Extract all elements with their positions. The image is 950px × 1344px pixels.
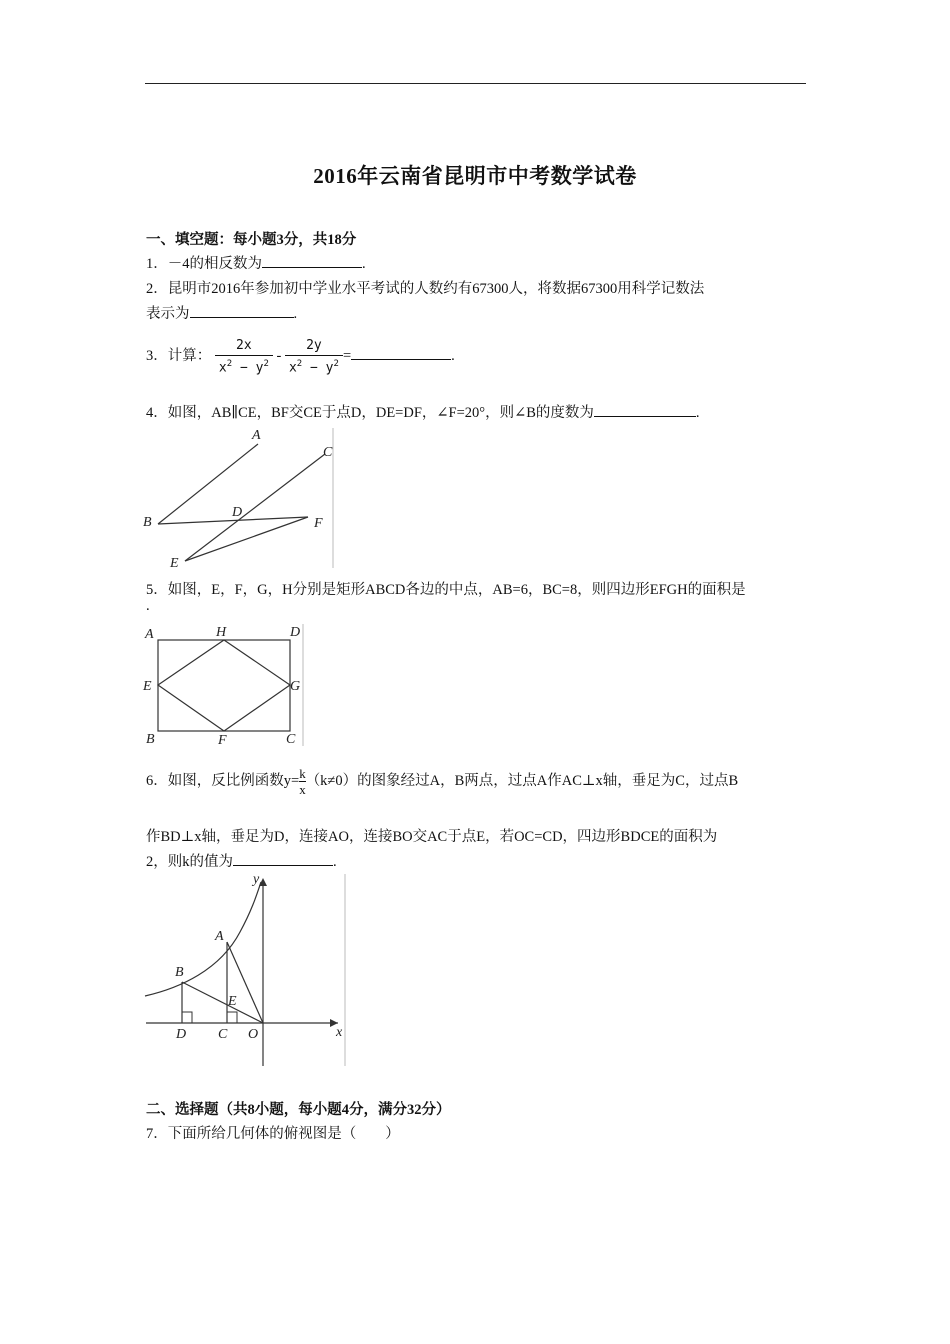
answer-blank (190, 302, 294, 318)
figure-q6-inverse-function (140, 870, 350, 1070)
fraction-1-denominator: $x^2 - y^2$ (215, 355, 273, 375)
figure-q5-rectangle (140, 620, 310, 750)
question-2-line-2 (146, 302, 297, 323)
label-A: A (252, 428, 261, 443)
section-2-heading: 二、选择题（共8小题，每小题4分，满分32分） (146, 1102, 451, 1118)
question-6-suffix: （k≠0）的图象经过A，B两点，过点A作AC⊥x轴，垂足为C，过点B (305, 772, 739, 789)
answer-blank (351, 344, 451, 360)
question-4 (146, 401, 700, 422)
question-5: 5．如图，E，F，G，H分别是矩形ABCD各边的中点，AB=6，BC=8，则四边形EFGH的面积是 (146, 582, 746, 598)
label-B: B (175, 965, 184, 980)
fraction-2-denominator: $x^2 - y^2$ (285, 355, 343, 375)
question-3 (146, 338, 455, 375)
label-F: F (218, 733, 227, 748)
question-6-text: 2，则k的值为 (146, 854, 233, 870)
answer-blank (233, 850, 333, 866)
header-rule (145, 83, 806, 84)
question-7: 7．下面所给几何体的俯视图是（ ） (146, 1126, 400, 1142)
label-x: x (336, 1025, 343, 1040)
fraction-2 (285, 338, 343, 375)
answer-blank (594, 401, 696, 417)
fraction-1-numerator: 2x (236, 338, 252, 353)
label-C: C (323, 445, 333, 460)
question-6-line-1 (146, 766, 738, 797)
question-4-text: 4．如图，AB∥CE，BF交CE于点D，DE=DF，∠F=20°，则∠B的度数为 (146, 405, 594, 421)
question-2-line-1: 2．昆明市2016年参加初中学业水平考试的人数约有67300人，将数据67300用科学记数法 (146, 281, 705, 297)
label-y: y (253, 872, 260, 887)
question-1-end: . (362, 256, 366, 272)
question-4-end: . (695, 405, 700, 421)
label-C: C (286, 732, 296, 747)
question-3-prefix: 3．计算： (146, 348, 212, 364)
fraction-numerator: k (299, 766, 306, 781)
minus-sign: - (276, 348, 282, 364)
label-E: E (143, 679, 152, 694)
question-5-end: . (146, 598, 150, 614)
question-2-text: 表示为 (146, 306, 190, 322)
answer-blank (262, 252, 362, 268)
page-title: 2016年云南省昆明市中考数学试卷 (313, 164, 637, 188)
label-E: E (170, 556, 179, 570)
label-D: D (290, 625, 301, 640)
label-G: G (290, 679, 301, 694)
question-6-line-2: 作BD⊥x轴，垂足为D，连接AO，连接BO交AC于点E，若OC=CD，四边形BDCE的面积为 (146, 829, 718, 845)
question-6-prefix: 6．如图，反比例函数y= (146, 772, 300, 789)
question-3-end: . (451, 348, 455, 364)
label-E: E (228, 994, 237, 1009)
label-D: D (176, 1027, 187, 1042)
label-A: A (215, 929, 224, 944)
label-B: B (146, 732, 155, 747)
figure-q4-parallel-lines (140, 424, 340, 570)
fraction-2-numerator: 2y (306, 338, 322, 353)
question-2-end: . (293, 306, 298, 322)
question-1-text: 1．－4的相反数为 (146, 256, 262, 272)
label-H: H (216, 625, 227, 640)
equals-sign: = (342, 348, 352, 364)
label-C: C (218, 1027, 228, 1042)
label-F: F (314, 516, 323, 531)
label-O: O (248, 1027, 259, 1042)
label-A: A (145, 627, 154, 642)
fraction-denominator: x (299, 782, 306, 797)
fraction-1 (215, 338, 273, 375)
question-1 (146, 252, 366, 273)
question-6-end: . (333, 854, 337, 870)
section-1-heading: 一、填空题：每小题3分，共18分 (146, 232, 357, 248)
label-B: B (143, 515, 152, 530)
question-6-line-3 (146, 850, 337, 871)
label-D: D (232, 505, 243, 520)
